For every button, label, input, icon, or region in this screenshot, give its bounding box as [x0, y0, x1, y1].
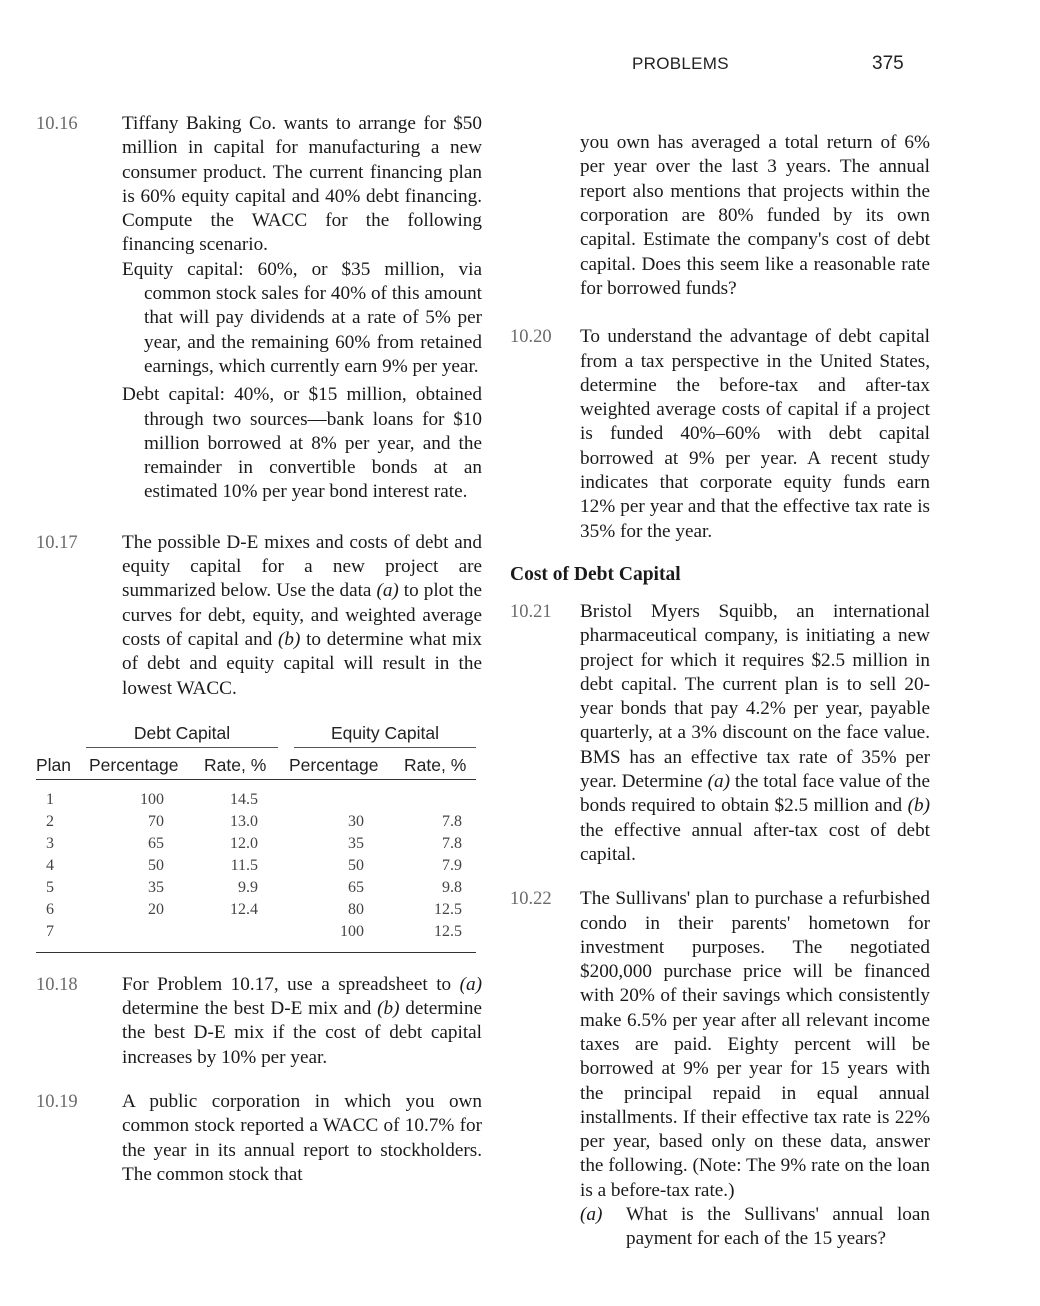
part-label: (a) — [459, 973, 482, 995]
sub-question: (a) What is the Sullivans' annual loan payment for each of the 15 years? — [580, 1204, 930, 1250]
table-cell: 7.8 — [442, 812, 462, 830]
table-row — [36, 808, 476, 830]
problem-text: The possible D-E mixes and costs of debt and equity capital for a new project are summarized below. Use the data (a) to plot the curves for debt, equity, and weighted average costs of capital and (b) to determine what mix of debt and equity capital will result in the lowest WACC. — [122, 531, 483, 699]
table-cell: 3 — [46, 834, 54, 852]
table-bottom-rule — [36, 952, 476, 953]
table-cell: 50 — [348, 856, 364, 874]
part-label: (b) — [278, 628, 301, 650]
table-cell: 35 — [348, 834, 364, 852]
problem-number: 10.20 — [510, 327, 552, 348]
table-cell: 65 — [148, 834, 164, 852]
table-cell: 20 — [148, 900, 164, 918]
column-header: Rate, % — [204, 754, 267, 775]
problem-text: Tiffany Baking Co. wants to arrange for $50 million in capital for manufacturing a new consumer product. The current financing plan is 60% equity capital and 40% debt financing. Compute the WACC for the following financing scenario. — [122, 113, 482, 256]
table-cell: 9.9 — [238, 878, 258, 896]
problem-text: To understand the advantage of debt capital from a tax perspective in the United States, determine the before-tax and after-tax weighted average costs of capital if a project is funded 40%–60% with debt capital borrowed at 9% per year. A recent study indicates that corporate equity funds earn 12% per year and that the effective tax rate is 35% for the year. — [580, 326, 930, 542]
part-label: (b) — [907, 795, 930, 817]
table-cell: 13.0 — [230, 812, 258, 830]
problem-number: 10.19 — [36, 1092, 78, 1113]
equity-capital-item: Equity capital: 60%, or $35 million, via common stock sales for 40% of this amount that will pay dividends at a rate of 5% per year, and the remaining 60% from retained earnings, which currently earn 9% per year. — [122, 258, 482, 377]
problem-10-21 — [510, 600, 930, 867]
table-cell: 6 — [46, 900, 54, 918]
problem-10-20 — [510, 325, 930, 544]
problem-text: The Sullivans' plan to purchase a refurbished condo in their parents' hometown for investment purposes. The negotiated $200,000 purchase price will be financed with 20% of their savings which consistently make 6.5% per year after all relevant income taxes are paid. Eighty percent will be borrowed at 9% per year for 15 years with the principal repaid in equal annual installments. If their effective tax rate is 22% per year, based only on these data, answer the following. (Note: The 9% rate on the loan is a before-tax rate.) — [580, 888, 930, 1201]
problem-10-19-continued: you own has averaged a total return of 6% per year over the last 3 years. The annual report also mentions that projects within the corporation are 80% funded by its own capital. Estimate the company's cost of debt capital. Does this seem like a reasonable rate for borrowed funds? — [580, 132, 930, 299]
problem-10-22 — [510, 887, 930, 1251]
table-row — [36, 852, 476, 874]
part-label: (b) — [377, 998, 400, 1020]
debt-capital-group-header: Debt Capital — [133, 722, 231, 743]
problem-10-19 — [36, 1090, 482, 1187]
problem-10-16 — [36, 112, 482, 505]
table-cell: 12.5 — [434, 900, 462, 918]
equity-capital-group-header: Equity Capital — [331, 722, 439, 743]
table-cell: 7 — [46, 922, 54, 940]
table-cell: 12.4 — [230, 900, 258, 918]
problem-10-17 — [36, 531, 482, 953]
left-column — [36, 112, 482, 1207]
problem-10-18 — [36, 973, 482, 1070]
page-number: 375 — [872, 53, 904, 74]
table-cell: 80 — [348, 900, 364, 918]
problem-text: For Problem 10.17, use a spreadsheet to (a) determine the best D-E mix and (b) determine the best D-E mix if the cost of debt capital increases by 10% per year. — [122, 973, 482, 1068]
group-rule — [86, 747, 278, 748]
section-heading: Cost of Debt Capital — [510, 563, 681, 585]
problem-number: 10.17 — [36, 532, 78, 553]
table-cell: 100 — [340, 922, 364, 940]
group-rule — [294, 747, 476, 748]
part-label: (a) — [376, 580, 399, 602]
table-cell: 11.5 — [230, 856, 258, 874]
column-header-row — [36, 749, 476, 780]
table-row — [36, 786, 476, 808]
column-header: Plan — [36, 754, 72, 775]
column-header: Rate, % — [404, 754, 467, 775]
table-cell: 9.8 — [442, 878, 462, 896]
problem-number: 10.18 — [36, 974, 78, 995]
table-cell: 35 — [148, 878, 164, 896]
table-cell: 100 — [140, 790, 164, 808]
problem-number: 10.22 — [510, 889, 552, 910]
part-label: (a) — [707, 771, 730, 793]
table-row — [36, 874, 476, 896]
table-cell: 65 — [348, 878, 364, 896]
table-cell: 12.5 — [434, 922, 462, 940]
problem-number: 10.21 — [510, 601, 552, 622]
problem-text: A public corporation in which you own common stock reported a WACC of 10.7% for the year in its annual report to stockholders. The common stock that — [122, 1091, 482, 1185]
table-cell: 1 — [46, 790, 54, 808]
debt-capital-item: Debt capital: 40%, or $15 million, obtained through two sources—bank loans for $10 million borrowed at 8% per year, and the remainder in convertible bonds at an estimated 10% per year bond interest rate. — [122, 384, 482, 503]
page-header — [0, 54, 1040, 78]
column-header: Percentage — [89, 754, 179, 775]
table-row — [36, 896, 476, 918]
table-cell: 50 — [148, 856, 164, 874]
table-cell: 7.8 — [442, 834, 462, 852]
right-column — [510, 112, 930, 1272]
table-cell: 2 — [46, 812, 54, 830]
table-cell: 4 — [46, 856, 54, 874]
part-label: (a) — [580, 1204, 603, 1226]
table-cell: 12.0 — [230, 834, 258, 852]
table-cell: 70 — [148, 812, 164, 830]
table-row — [36, 918, 476, 940]
column-header: Percentage — [289, 754, 379, 775]
table-cell: 7.9 — [442, 856, 462, 874]
dE-mix-table — [36, 721, 476, 953]
problem-text: Bristol Myers Squibb, an international pharmaceutical company, is initiating a new project for which it requires $2.5 million in debt capital. The current plan is to sell 20-year bonds that pay 4.2% per year, payable quarterly, at a 3% discount on the face value. BMS has an effective tax rate of 35% per year. Determine (a) the total face value of the bonds required to obtain $2.5 million and (b) the effective annual after-tax cost of debt capital. — [580, 600, 930, 865]
table-row — [36, 830, 476, 852]
running-head: PROBLEMS — [632, 54, 729, 73]
table-cell: 30 — [348, 812, 364, 830]
table-body — [36, 780, 476, 940]
table-cell: 14.5 — [230, 790, 258, 808]
problem-number: 10.16 — [36, 114, 78, 134]
table-cell: 5 — [46, 878, 54, 896]
